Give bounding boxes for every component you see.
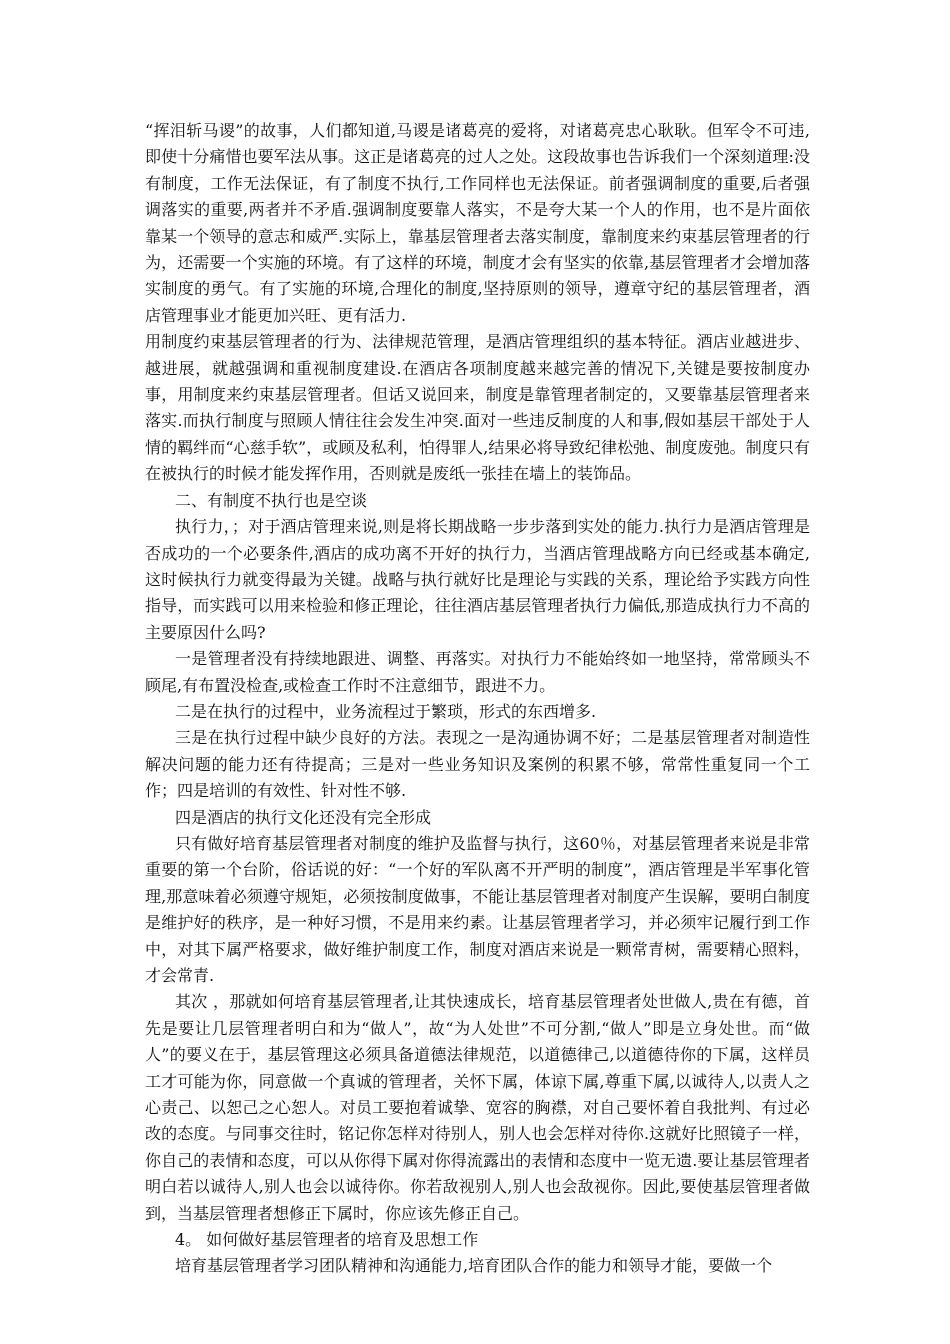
paragraph-teamwork: 培育基层管理者学习团队精神和沟通能力,培育团队合作的能力和领导才能，要做一个: [175, 1256, 773, 1276]
section-heading-2: 二、有制度不执行也是空谈: [175, 490, 368, 510]
paragraph-2: 用制度约束基层管理者的行为、法律规范管理，是酒店管理组织的基本特征。酒店业越进步、越进展，就越强调和重视制度建设.在酒店各项制度越来越完善的情况下,关键是要按制度办事，用制度来约束基层管理者。但话又说回来，制度是靠管理者制定的，又要靠基层管理者来落实.而执行制度与照顾人情往往会发生冲突.面对一些违反制度的人和事,假如基层干部处于人情的羁绊而“心慈手软”，或顾及私利，怕得罪人,结果必将导致纪律松弛、制度废弛。制度只有在被执行的时候才能发挥作用，否则就是废纸一张挂在墙上的装饰品。: [145, 332, 810, 484]
reason-4: 四是酒店的执行文化还没有完全形成: [175, 807, 432, 827]
paragraph-execution: 执行力，；对于酒店管理来说,则是将长期战略一步步落到实处的能力.执行力是酒店管理是否成功的一个必要条件,酒店的成功离不开好的执行力，当酒店管理战略方向已经或基本确定,这时候执行力就变得最为关键。战略与执行就好比是理论与实践的关系，理论给予实践方向性指导，而实践可以用来检验和修正理论，往往酒店基层管理者执行力偏低,那造成执行力不高的主要原因什么吗?: [145, 517, 810, 642]
paragraph-1: “挥泪斩马谡”的故事，人们都知道,马谡是诸葛亮的爱将，对诸葛亮忠心耿耿。但军令不可违,即使十分痛惜也要军法从事。这正是诸葛亮的过人之处。这段故事也告诉我们一个深刻道理:没有制度，工作无法保证，有了制度不执行,工作同样也无法保证。前者强调制度的重要,后者强调落实的重要,两者并不矛盾.强调制度要靠人落实，不是夸大某一个人的作用，也不是片面依靠某一个领导的意志和威严.实际上，靠基层管理者去落实制度，靠制度来约束基层管理者的行为，还需要一个实施的环境。有了这样的环境，制度才会有坚实的依靠,基层管理者才会增加落实制度的勇气。有了实施的环境,合理化的制度,坚持原则的领导，遵章守纪的基层管理者，酒店管理事业才能更加兴旺、更有活力.: [145, 121, 810, 325]
reason-3: 三是在执行过程中缺少良好的方法。表现之一是沟通协调不好；二是基层管理者对制造性解决问题的能力还有待提高；三是对一些业务知识及案例的积累不够，常常性重复同一个工作；四是培训的有效性、针对性不够.: [145, 728, 810, 801]
section-heading-4: 4。 如何做好基层管理者的培育及思想工作: [175, 1230, 479, 1250]
document-body: [145, 118, 810, 1280]
reason-2: 二是在执行的过程中，业务流程过于繁琐，形式的东西增多.: [175, 701, 597, 721]
paragraph-training: 只有做好培育基层管理者对制度的维护及监督与执行，这60％，对基层管理者来说是非常重要的第一个台阶，俗话说的好：“一个好的军队离不开严明的制度”，酒店管理是半军事化管理,那意味着必须遵守规矩，必须按制度做事，不能让基层管理者对制度产生误解，要明白制度是维护好的秩序，是一种好习惯，不是用来约素。让基层管理者学习，并必须牢记履行到工作中，对其下属严格要求，做好维护制度工作，制度对酒店来说是一颗常青树，需要精心照料，才会常青.: [145, 833, 810, 985]
reason-1: 一是管理者没有持续地跟进、调整、再落实。对执行力不能始终如一地坚持，常常顾头不顾尾,有布置没检查,或检查工作时不注意细节，跟进不力。: [145, 649, 810, 695]
paragraph-conduct: 其次 ，那就如何培育基层管理者,让其快速成长，培育基层管理者处世做人,贵在有德，首先是要让几层管理者明白和为“做人”，故“为人处世”不可分割,“做人”即是立身处世。而“做人”的要义在于，基层管理这必须具备道德法律规范，以道德律己,以道德待你的下属，这样员工才可能为你，同意做一个真诚的管理者，关怀下属，体谅下属,尊重下属,以诚待人,以责人之心责己、以恕己之心恕人。对员工要抱着诚挚、宽容的胸襟，对自己要怀着自我批判、有过必改的态度。与同事交往时，铭记你怎样对待别人，别人也会怎样对待你.这就好比照镜子一样，你自己的表情和态度，可以从你得下属对你得流露出的表情和态度中一览无遗.要让基层管理者明白若以诚待人,别人也会以诚待你。你若敌视别人,别人也会敌视你。因此,要使基层管理者做到，当基层管理者想修正下属时，你应该先修正自己。: [145, 992, 810, 1223]
